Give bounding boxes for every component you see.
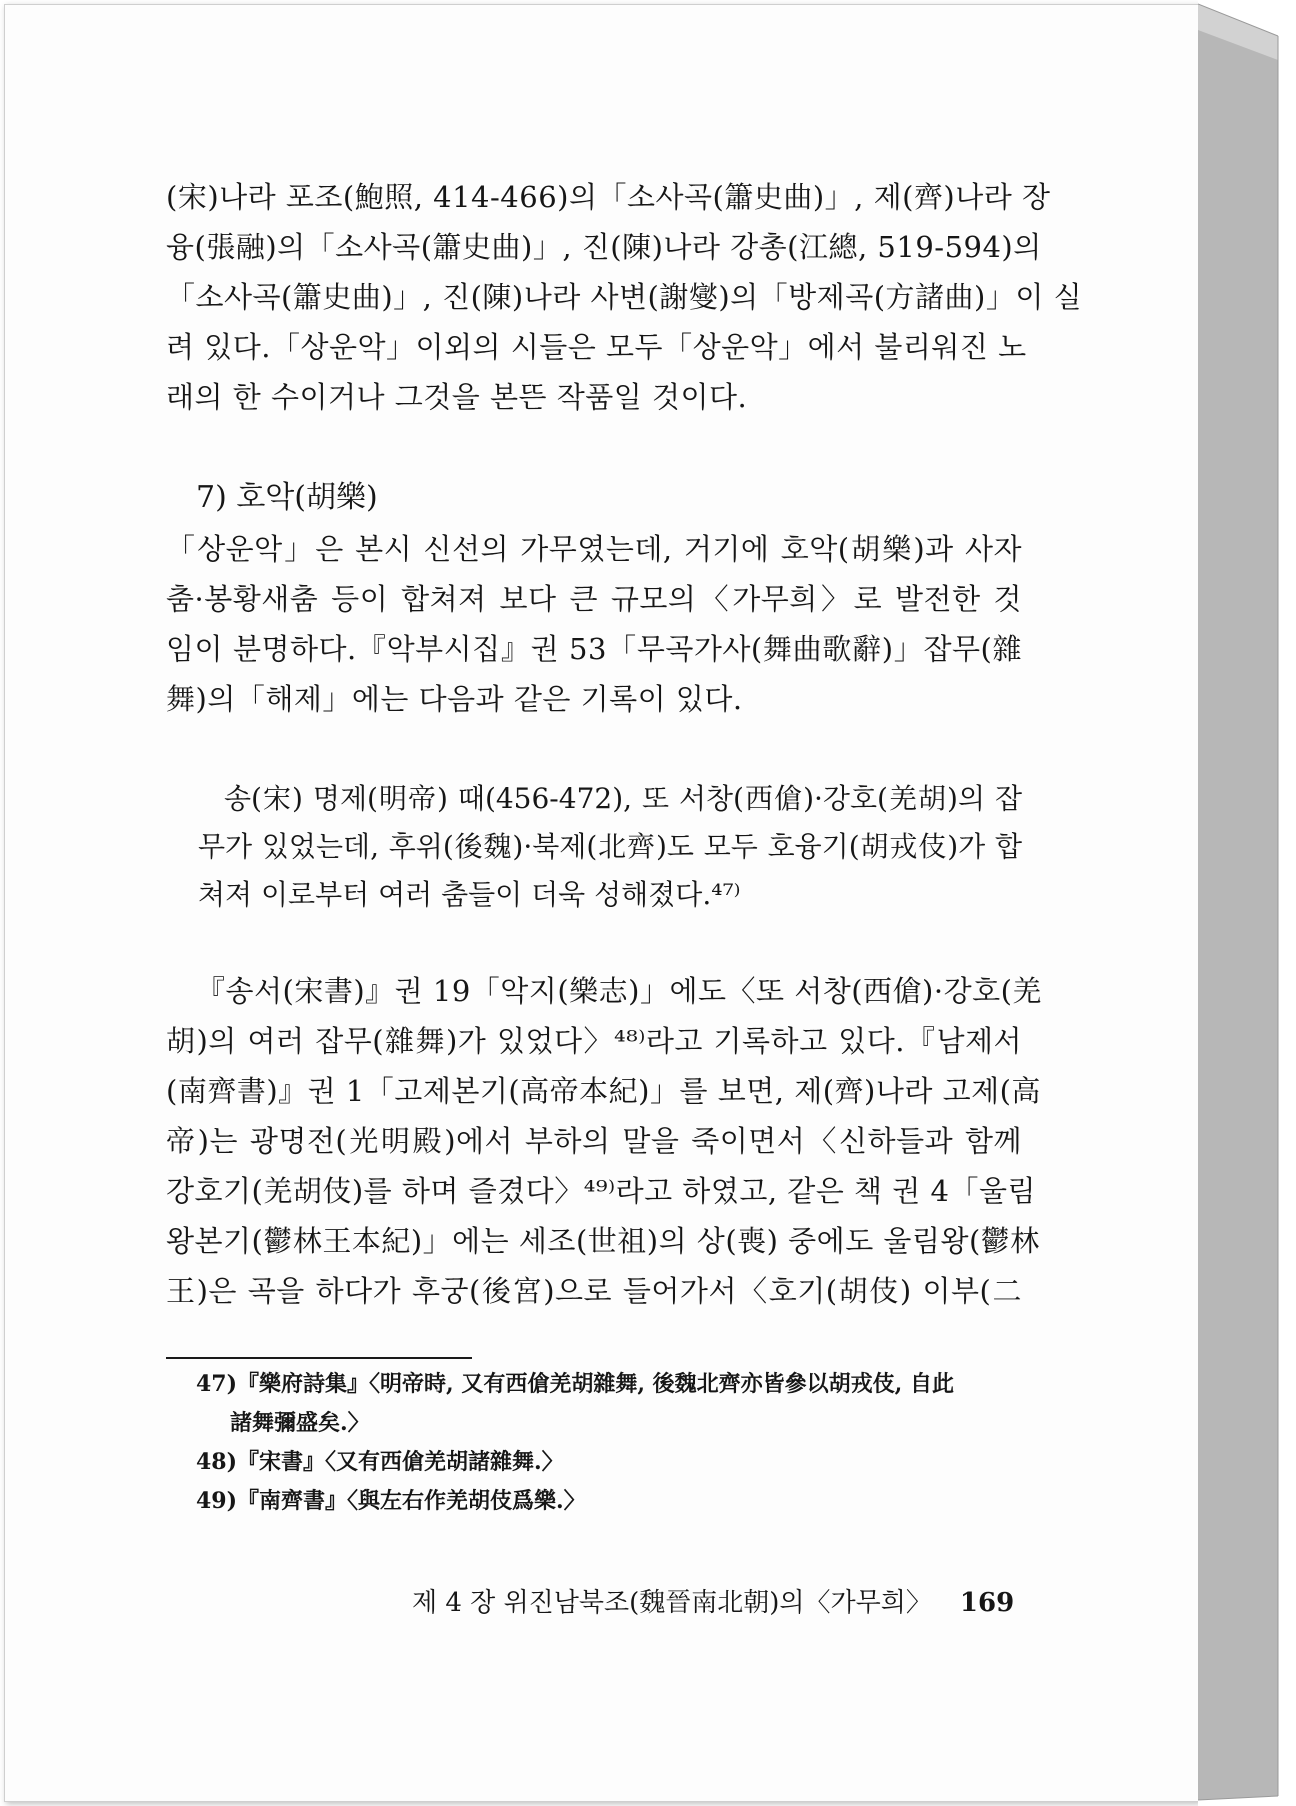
text-line: 임이 분명하다.『악부시집』권 53「무곡가사(舞曲歌辭)」잡무(雜 bbox=[166, 632, 1022, 666]
footnote-text: 48)『宋書』〈又有西傖羌胡諸雜舞.〉 bbox=[196, 1449, 564, 1475]
paragraph-3 bbox=[166, 966, 1042, 1316]
page-number: 169 bbox=[959, 1588, 1015, 1618]
footnote-48 bbox=[196, 1443, 1026, 1482]
text-line: 강호기(羌胡伎)를 하며 즐겼다〉⁴⁹⁾라고 하였고, 같은 책 권 4「울림 bbox=[166, 1174, 1036, 1208]
text-line: (宋)나라 포조(鮑照, 414-466)의「소사곡(簫史曲)」, 제(齊)나라 장 bbox=[166, 180, 1051, 214]
chapter-title: 제 4 장 위진남북조(魏晉南北朝)의〈가무희〉 bbox=[412, 1588, 932, 1618]
book-edge-graphic bbox=[1198, 0, 1296, 1806]
quote-line: 무가 있었는데, 후위(後魏)·북제(北齊)도 모두 호융기(胡戎伎)가 합 bbox=[198, 830, 1022, 863]
text-line: (南齊書)』권 1「고제본기(高帝本紀)」를 보면, 제(齊)나라 고제(高 bbox=[166, 1074, 1041, 1108]
quote-line: 쳐져 이로부터 여러 춤들이 더욱 성해졌다.⁴⁷⁾ bbox=[198, 878, 741, 911]
footnote-text: 47)『樂府詩集』〈明帝時, 又有西傖羌胡雜舞, 後魏北齊亦皆參以胡戎伎, 自此 bbox=[196, 1371, 954, 1397]
text-line: 래의 한 수이거나 그것을 본뜬 작품일 것이다. bbox=[166, 380, 748, 414]
text-line: 「소사곡(簫史曲)」, 진(陳)나라 사변(謝燮)의「방제곡(方諸曲)」이 실 bbox=[166, 280, 1083, 314]
text-line: 춤·봉황새춤 등이 합쳐져 보다 큰 규모의〈가무희〉로 발전한 것 bbox=[166, 582, 1022, 616]
text-line: 舞)의「해제」에는 다음과 같은 기록이 있다. bbox=[166, 682, 743, 716]
footnote-49 bbox=[196, 1482, 1026, 1521]
block-quote bbox=[198, 775, 1022, 919]
text-line: 胡)의 여러 잡무(雜舞)가 있었다〉⁴⁸⁾라고 기록하고 있다.『남제서 bbox=[166, 1024, 1022, 1058]
text-line: 「상운악」은 본시 신선의 가무였는데, 거기에 호악(胡樂)과 사자 bbox=[166, 532, 1022, 566]
footnotes bbox=[196, 1365, 1026, 1521]
text-line: 『송서(宋書)』권 19「악지(樂志)」에도〈또 서창(西傖)·강호(羌 bbox=[196, 974, 1042, 1008]
section-heading: 7) 호악(胡樂) bbox=[196, 480, 378, 515]
text-line: 왕본기(鬱林王本紀)」에는 세조(世祖)의 상(喪) 중에도 울림왕(鬱林 bbox=[166, 1224, 1040, 1258]
text-line: 융(張融)의「소사곡(簫史曲)」, 진(陳)나라 강총(江總, 519-594)의 bbox=[166, 230, 1042, 264]
running-footer bbox=[412, 1583, 1015, 1623]
footnote-continuation: 諸舞彌盛矣.〉 bbox=[230, 1410, 370, 1436]
paragraph-2 bbox=[166, 524, 1022, 724]
footnote-divider bbox=[166, 1357, 472, 1359]
footnote-47 bbox=[196, 1365, 1026, 1443]
footnote-text: 49)『南齊書』〈與左右作羌胡伎爲樂.〉 bbox=[196, 1488, 586, 1514]
text-line: 려 있다.「상운악」이외의 시들은 모두「상운악」에서 불리워진 노 bbox=[166, 330, 1027, 364]
paragraph-1 bbox=[166, 172, 1083, 422]
text-line: 帝)는 광명전(光明殿)에서 부하의 말을 죽이면서〈신하들과 함께 bbox=[166, 1124, 1022, 1158]
quote-line: 송(宋) 명제(明帝) 때(456-472), 또 서창(西傖)·강호(羌胡)의 잡 bbox=[224, 782, 1022, 815]
book-spine-edge bbox=[1198, 0, 1296, 1806]
text-line: 王)은 곡을 하다가 후궁(後宮)으로 들어가서〈호기(胡伎) 이부(二 bbox=[166, 1274, 1022, 1308]
